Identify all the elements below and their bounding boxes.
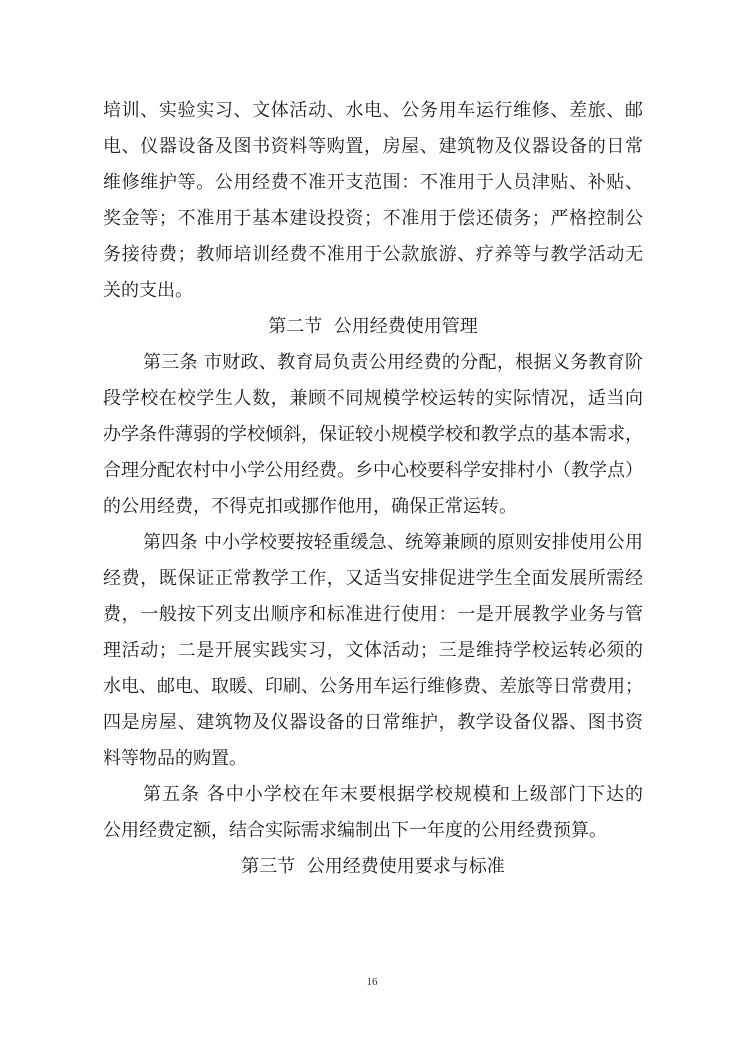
text-line: 第五条 各中小学校在年末要根据学校规模和上级部门下达的 — [143, 784, 643, 805]
text-line: 合理分配农村中小学公用经费。乡中心校要科学安排村小（教学点） — [103, 460, 643, 481]
document-body — [103, 93, 643, 885]
text-line: 电、仪器设备及图书资料等购置，房屋、建筑物及仪器设备的日常 — [103, 136, 643, 157]
section-heading: 第二节 公用经费使用管理 — [268, 316, 478, 337]
text-line: 四是房屋、建筑物及仪器设备的日常维护，教学设备仪器、图书资 — [103, 712, 643, 733]
page-number: 16 — [366, 976, 378, 988]
paragraph-article-4 — [103, 525, 643, 777]
text-line: 维修维护等。公用经费不准开支范围：不准用于人员津贴、补贴、 — [103, 172, 643, 193]
text-line: 奖金等；不准用于基本建设投资；不准用于偿还债务；严格控制公 — [103, 208, 643, 229]
text-line: 务接待费；教师培训经费不准用于公款旅游、疗养等与教学活动无 — [103, 244, 643, 265]
text-line: 费，一般按下列支出顺序和标准进行使用：一是开展教学业务与管 — [103, 604, 643, 625]
text-line: 料等物品的购置。 — [103, 748, 247, 769]
text-line: 办学条件薄弱的学校倾斜，保证较小规模学校和教学点的基本需求， — [103, 424, 643, 445]
text-line: 第三条 市财政、教育局负责公用经费的分配，根据义务教育阶 — [143, 352, 643, 373]
text-line: 段学校在校学生人数，兼顾不同规模学校运转的实际情况，适当向 — [103, 388, 643, 409]
paragraph-article-5 — [103, 777, 643, 849]
text-line: 培训、实验实习、文体活动、水电、公务用车运行维修、差旅、邮 — [103, 100, 643, 121]
text-line: 的公用经费，不得克扣或挪作他用，确保正常运转。 — [103, 496, 517, 517]
paragraph-article-3 — [103, 345, 643, 525]
text-line: 水电、邮电、取暖、印刷、公务用车运行维修费、差旅等日常费用； — [103, 676, 643, 697]
text-line: 公用经费定额，结合实际需求编制出下一年度的公用经费预算。 — [103, 820, 607, 841]
text-line: 经费，既保证正常教学工作，又适当安排促进学生全面发展所需经 — [103, 568, 643, 589]
paragraph-continuation — [103, 93, 643, 309]
section-heading: 第三节 公用经费使用要求与标准 — [241, 856, 505, 877]
text-line: 关的支出。 — [103, 280, 193, 301]
text-line: 第四条 中小学校要按轻重缓急、统筹兼顾的原则安排使用公用 — [143, 532, 643, 553]
text-line: 理活动；二是开展实践实习，文体活动；三是维持学校运转必须的 — [103, 640, 643, 661]
